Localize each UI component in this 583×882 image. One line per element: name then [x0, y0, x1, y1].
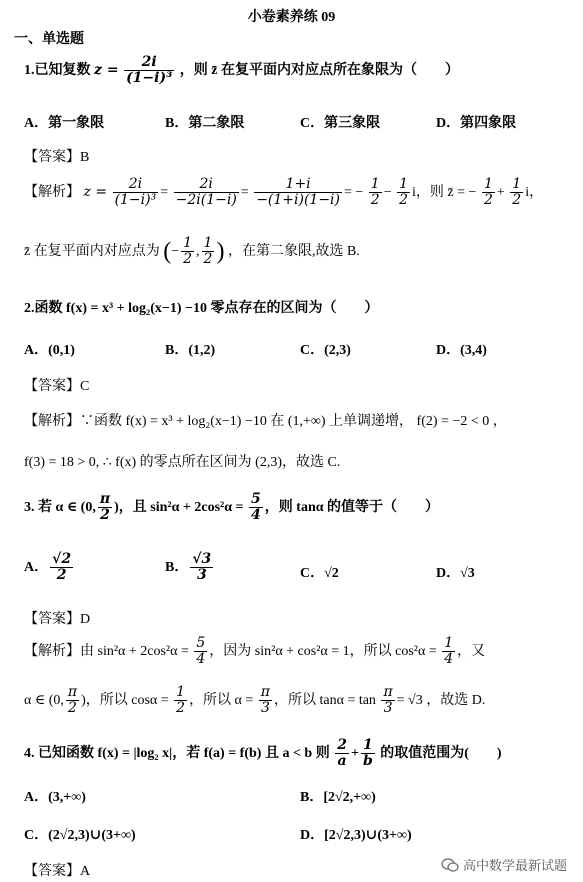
question-4-option-a: A．(3,+∞) [24, 790, 86, 805]
question-3-option-d: D．√3 [436, 566, 475, 581]
question-2-answer: 【答案】C [24, 379, 90, 394]
question-2-stem: 2.函数 f(x) = x³ + log₂(x−1) −10 零点存在的区间为（ ） [24, 301, 379, 316]
question-4-option-d: D．[2√2,3)∪(3+∞) [300, 828, 412, 843]
question-3-stem: 3. 若 α ∈ (0, $\frac{\pi}{2}$ )，且 sin²α + 2cos²α = $\frac{5}{4}$ ，则 tanα 的值等于（ ） [24, 491, 440, 524]
question-1-analysis-line2: z̄ 在复平面内对应点为 (− $\frac{1}{2}$ , $\frac{1}{2}$ ) ，在第二象限,故选 B. [24, 235, 360, 268]
question-4-answer: 【答案】A [24, 864, 91, 879]
question-1-option-d: D．第四象限 [436, 116, 517, 131]
question-3-answer: 【答案】D [24, 612, 91, 627]
question-3-analysis-line2: α ∈ (0, $\frac{\pi}{2}$ )，所以 cosα = $\frac{1}{2}$ ，所以 α = $\frac{\pi}{3}$ ，所以 tanα = tan $\frac{\pi}{3}$ = √3 ，故选 D. [24, 684, 486, 717]
question-4-stem: 4. 已知函数 f(x) = |log₂ x|，若 f(a) = f(b) 且 a < b 则 $\frac{2}{a}$ + $\frac{1}{b}$ 的取值范围为( ) [24, 737, 502, 770]
question-2-analysis: 【解析】∵函数 f(x) = x³ + log₂(x−1) −10 在 (1,+∞) 上单调递增， f(2) = −2 < 0 ， [24, 414, 507, 429]
watermark-text: 高中数学最新试题 [462, 859, 567, 874]
question-4-option-b: B．[2√2,+∞) [300, 790, 376, 805]
question-1-option-a: A．第一象限 [24, 116, 105, 131]
question-2-option-c: C．(2,3) [300, 343, 351, 358]
question-1-option-c: C．第三象限 [300, 116, 381, 131]
question-1-stem: 1.已知复数 z = $\frac{2i}{\text{(1−i)³}}$ ，则 z̄ 在复平面内对应点所在象限为（ ） [24, 54, 459, 87]
question-1-analysis: 【解析】 z = $\frac{2i}{\text{(1−i)³}}$ = $\frac{2i}{-2i(1-i)}$ = $\frac{1+i}{-(1+i)(1-i)}$ = − $\frac{1}{2}$ − $\frac{1}{2}$ i，则 z̄ = − $\frac{1}{2}$ + $\frac{1}{2}$ i， [24, 176, 544, 209]
watermark [441, 855, 567, 874]
wechat-icon [441, 857, 459, 873]
question-1-answer: 【答案】B [24, 150, 90, 165]
question-3-option-b: B． $\frac{√3}{3}$ [165, 551, 212, 584]
section-heading: 一、单选题 [14, 32, 84, 47]
question-2-option-d: D．(3,4) [436, 343, 487, 358]
page-title: 小卷素养练 09 [247, 10, 336, 25]
question-3-option-a: A． $\frac{√2}{2}$ [24, 551, 72, 584]
question-1-option-b: B．第二象限 [165, 116, 245, 131]
question-2-option-a: A．(0,1) [24, 343, 75, 358]
question-2-analysis-line2: f(3) = 18 > 0, ∴ f(x) 的零点所在区间为 (2,3)，故选 C. [24, 455, 341, 470]
question-2-option-b: B．(1,2) [165, 343, 216, 358]
question-3-analysis: 【解析】由 sin²α + 2cos²α = $\frac{5}{4}$ ，因为 sin²α + cos²α = 1，所以 cos²α = $\frac{1}{4}$ ，又 [24, 635, 486, 668]
question-4-option-c: C．(2√2,3)∪(3+∞) [24, 828, 136, 843]
question-3-option-c: C．√2 [300, 566, 339, 581]
